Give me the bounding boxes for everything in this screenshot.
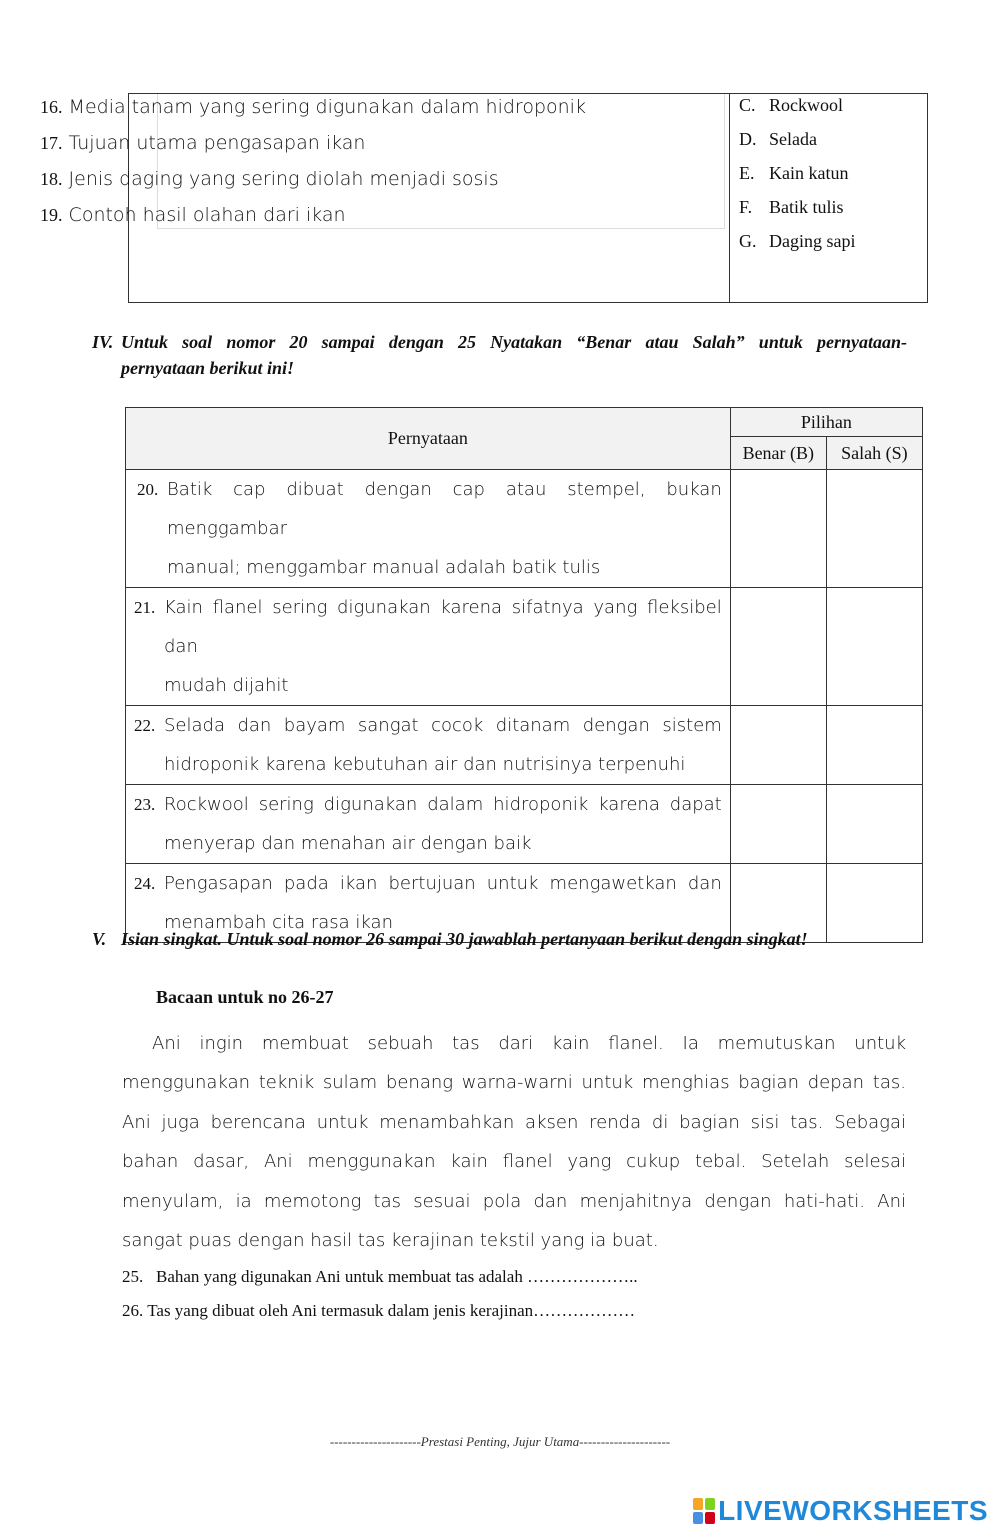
- true-false-table: [125, 407, 923, 943]
- question-text: Tas yang dibuat oleh Ani termasuk dalam jenis kerajinan………………: [147, 1301, 636, 1320]
- short-question: [122, 1267, 638, 1287]
- choice-header: Pilihan: [730, 408, 922, 437]
- question-number: 18.: [40, 169, 63, 189]
- question-text: Jenis daging yang sering diolah menjadi sosis: [68, 168, 499, 190]
- question-text: Contoh hasil olahan dari ikan: [68, 204, 346, 226]
- matching-option: [739, 95, 843, 116]
- statement-line: menambah cita rasa ikan: [164, 912, 393, 933]
- statement-number: 24.: [134, 874, 156, 893]
- question-number: 25.: [122, 1267, 144, 1286]
- matching-question: [40, 168, 499, 190]
- question-number: 19.: [40, 205, 63, 225]
- question-number: 26.: [122, 1301, 144, 1320]
- answer-true-cell[interactable]: [730, 706, 826, 785]
- statement-cell: [126, 785, 731, 864]
- answer-false-cell[interactable]: [826, 470, 922, 588]
- statement-line: Batik cap dibuat dengan cap atau stempel, bukan menggambar: [167, 479, 722, 539]
- matching-questions-column: [129, 94, 730, 302]
- option-letter: C.: [739, 95, 756, 115]
- matching-question: [40, 204, 346, 226]
- statement-number: 23.: [134, 795, 156, 814]
- statement-number: 22.: [134, 716, 156, 735]
- section-number: V.: [92, 929, 107, 949]
- page-footer: ---------------------Prestasi Penting, Jujur Utama---------------------: [329, 1434, 671, 1449]
- question-text: Media tanam yang sering digunakan dalam hidroponik: [68, 96, 586, 118]
- answer-true-cell[interactable]: [730, 785, 826, 864]
- statement-number: 21.: [134, 598, 156, 617]
- matching-option: [739, 197, 844, 218]
- true-header: Benar (B): [730, 437, 826, 470]
- statement-line: Pengasapan pada ikan bertujuan untuk mengawetkan dan: [164, 873, 722, 894]
- statement-line: Selada dan bayam sangat cocok ditanam dengan sistem: [164, 715, 722, 736]
- option-text: Batik tulis: [769, 197, 844, 217]
- option-letter: G.: [739, 231, 757, 251]
- question-number: 16.: [40, 97, 63, 117]
- statement-line: Kain flanel sering digunakan karena sifatnya yang fleksibel dan: [164, 597, 722, 657]
- statement-cell: [126, 706, 731, 785]
- answer-false-cell[interactable]: [826, 864, 922, 943]
- option-text: Selada: [769, 129, 817, 149]
- option-letter: F.: [739, 197, 753, 217]
- liveworksheets-icon: [693, 1498, 715, 1524]
- statement-header: Pernyataan: [126, 408, 731, 470]
- statement-line: Rockwool sering digunakan dalam hidroponik karena dapat: [164, 794, 722, 815]
- answer-false-cell[interactable]: [826, 706, 922, 785]
- statement-cell: [126, 588, 731, 706]
- question-text: Tujuan utama pengasapan ikan: [68, 132, 366, 154]
- answer-true-cell[interactable]: [730, 588, 826, 706]
- answer-true-cell[interactable]: [730, 470, 826, 588]
- section-instruction: Isian singkat. Untuk soal nomor 26 sampai 30 jawablah pertanyaan berikut dengan singkat!: [121, 929, 808, 949]
- statement-number: 20.: [137, 480, 159, 499]
- section-instruction-cont: pernyataan berikut ini!: [121, 358, 295, 378]
- question-number: 17.: [40, 133, 63, 153]
- matching-option: [739, 231, 855, 252]
- matching-option: [739, 163, 848, 184]
- answer-false-cell[interactable]: [826, 588, 922, 706]
- statement-line: manual; menggambar manual adalah batik tulis: [167, 557, 601, 578]
- liveworksheets-logo[interactable]: [693, 1494, 988, 1528]
- false-header: Salah (S): [826, 437, 922, 470]
- option-letter: D.: [739, 129, 757, 149]
- logo-text: LIVEWORKSHEETS: [718, 1495, 988, 1526]
- option-text: Kain katun: [769, 163, 849, 183]
- reading-passage: Ani ingin membuat sebuah tas dari kain flanel. Ia memutuskan untuk menggunakan teknik sulam benang warna-warni untuk menghias bagian depan tas. Ani juga berencana untuk menambahkan aksen renda di bagian sisi tas. Sebagai bahan dasar, Ani menggunakan kain flanel yang cukup tebal. Setelah selesai menyulam, ia memotong tas sesuai pola dan menjahitnya dengan hati-hati. Ani sangat puas dengan hasil tas kerajinan tekstil yang ia buat.: [122, 1033, 906, 1252]
- section-instruction: Untuk soal nomor 20 sampai dengan 25 Nyatakan “Benar atau Salah” untuk pernyataan-: [121, 332, 907, 352]
- matching-question: [40, 132, 365, 154]
- answer-false-cell[interactable]: [826, 785, 922, 864]
- statement-line: hidroponik karena kebutuhan air dan nutrisinya terpenuhi: [164, 754, 686, 775]
- option-text: Daging sapi: [769, 231, 856, 251]
- matching-question: [40, 96, 586, 118]
- question-text: Bahan yang digunakan Ani untuk membuat tas adalah ………………..: [156, 1267, 638, 1286]
- statement-line: menyerap dan menahan air dengan baik: [164, 833, 532, 854]
- option-letter: E.: [739, 163, 755, 183]
- reading-title: Bacaan untuk no 26-27: [156, 987, 334, 1007]
- option-text: Rockwool: [769, 95, 843, 115]
- short-question: [122, 1301, 635, 1321]
- statement-cell: [126, 470, 731, 588]
- section-number: IV.: [92, 332, 114, 352]
- statement-line: mudah dijahit: [164, 675, 289, 696]
- matching-option: [739, 129, 817, 150]
